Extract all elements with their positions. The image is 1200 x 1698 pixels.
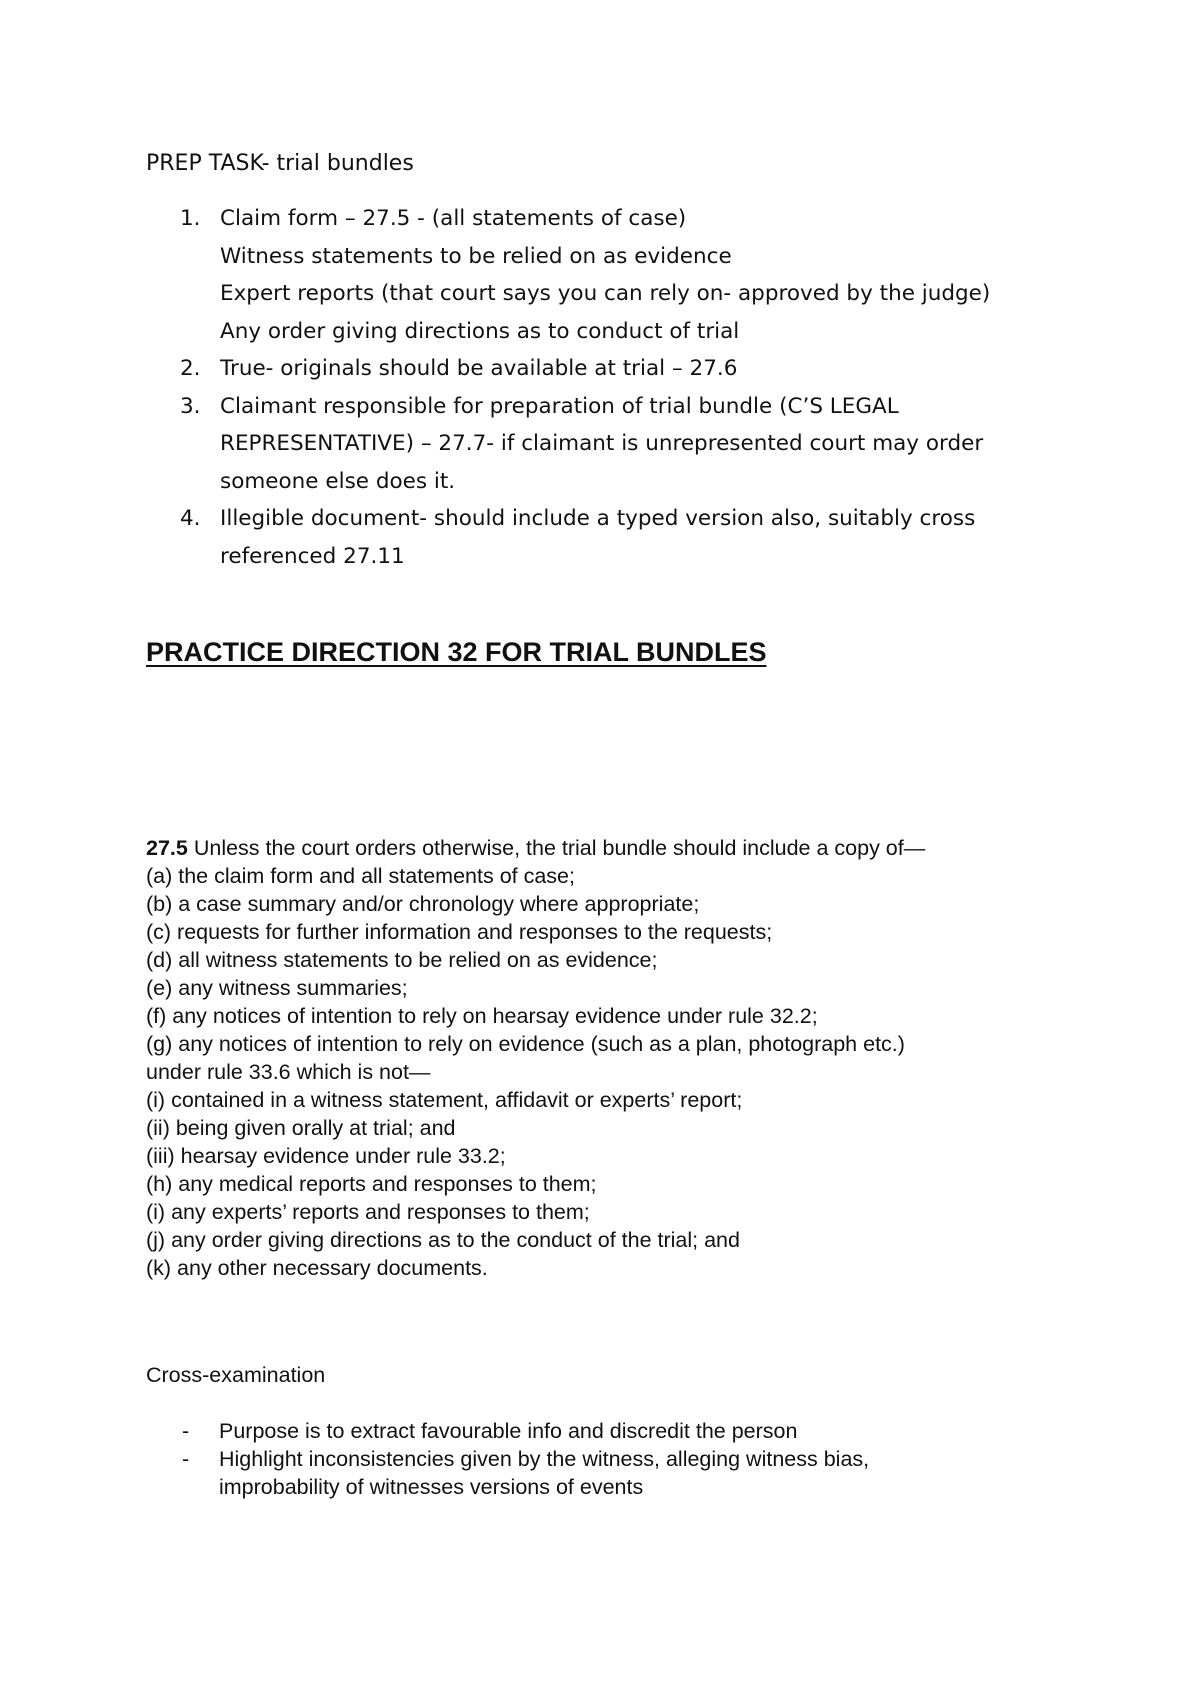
cross-examination-title: Cross-examination (146, 1363, 326, 1387)
rule-number: 27.5 (146, 836, 188, 860)
rule-intro-text: Unless the court orders otherwise, the trial bundle should include a copy of— (187, 836, 926, 860)
list-item-line: referenced 27.11 (220, 543, 405, 569)
list-item-line: improbability of witnesses versions of events (219, 1475, 644, 1499)
rule-line: (c) requests for further information and responses to the requests; (146, 920, 773, 944)
rule-intro-line (146, 834, 1166, 862)
cross-examination-list (146, 1417, 1166, 1501)
prep-task-title: PREP TASK- trial bundles (146, 151, 414, 176)
rule-line: (ii) being given orally at trial; and (146, 1116, 456, 1140)
rule-line: (i) contained in a witness statement, affidavit or experts’ report; (146, 1088, 743, 1112)
practice-direction-heading: PRACTICE DIRECTION 32 FOR TRIAL BUNDLES (146, 637, 767, 667)
list-item-line: Highlight inconsistencies given by the witness, alleging witness bias, (219, 1447, 870, 1471)
list-item (146, 200, 1146, 350)
list-item (146, 500, 1146, 575)
dash-marker: - (182, 1419, 190, 1443)
rule-line: (k) any other necessary documents. (146, 1256, 488, 1280)
prep-task-list (146, 200, 1146, 575)
list-item-line: Claimant responsible for preparation of trial bundle (C’S LEGAL (220, 393, 899, 419)
list-item-line: Illegible document- should include a typed version also, suitably cross (220, 506, 976, 531)
list-item (146, 1417, 1166, 1445)
list-item-line: Any order giving directions as to conduct of trial (220, 318, 740, 344)
rule-line: (iii) hearsay evidence under rule 33.2; (146, 1144, 506, 1168)
list-item-line: Witness statements to be relied on as evidence (220, 243, 732, 269)
list-number: 2. (180, 356, 201, 381)
list-number: 3. (180, 393, 201, 419)
list-item (146, 350, 1146, 388)
rule-line: (b) a case summary and/or chronology where appropriate; (146, 892, 700, 916)
list-item-line: Purpose is to extract favourable info and discredit the person (219, 1419, 798, 1443)
rule-line: (e) any witness summaries; (146, 976, 408, 1000)
rule-line: under rule 33.6 which is not— (146, 1060, 431, 1084)
list-item-line: Expert reports (that court says you can rely on- approved by the judge) (220, 281, 991, 306)
list-item-line: Claim form – 27.5 - (all statements of case) (220, 206, 687, 231)
dash-marker: - (182, 1447, 190, 1471)
list-item (146, 388, 1146, 501)
rule-line: (g) any notices of intention to rely on evidence (such as a plan, photograph etc.) (146, 1032, 905, 1056)
rule-line: (i) any experts’ reports and responses to them; (146, 1200, 590, 1224)
list-number: 4. (180, 506, 201, 531)
list-item (146, 1445, 1166, 1501)
rule-line: (h) any medical reports and responses to them; (146, 1172, 597, 1196)
rule-line: (d) all witness statements to be relied on as evidence; (146, 948, 658, 972)
list-item-line: someone else does it. (220, 468, 456, 494)
rule-27-5-block (146, 834, 1166, 1282)
list-item-line: REPRESENTATIVE) – 27.7- if claimant is unrepresented court may order (220, 431, 984, 456)
rule-line: (j) any order giving directions as to the conduct of the trial; and (146, 1228, 740, 1252)
rule-line: (f) any notices of intention to rely on hearsay evidence under rule 32.2; (146, 1004, 818, 1028)
rule-line: (a) the claim form and all statements of case; (146, 864, 575, 888)
list-number: 1. (180, 206, 201, 231)
list-item-line: True- originals should be available at trial – 27.6 (220, 356, 738, 381)
